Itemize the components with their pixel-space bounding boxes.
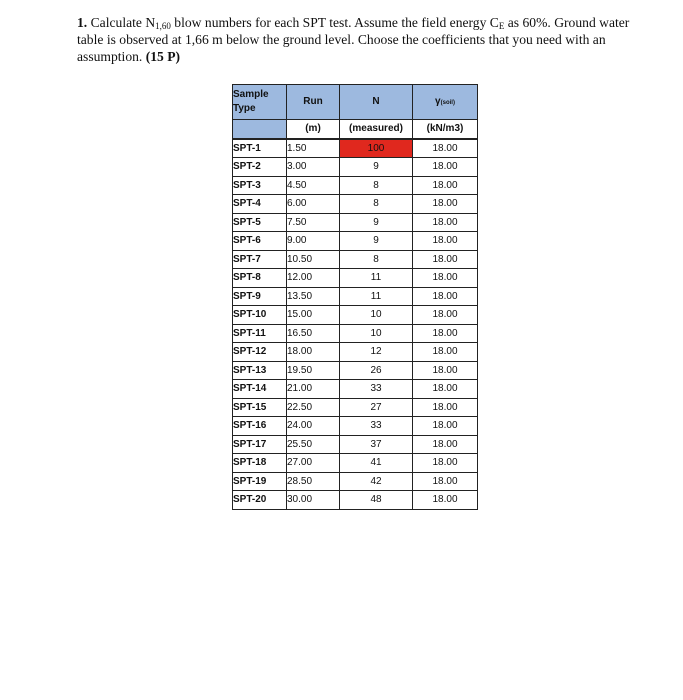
depth-cell: 27.00 [287,454,340,473]
unit-weight-cell: 18.00 [413,250,478,269]
unit-weight-cell: 18.00 [413,213,478,232]
depth-cell: 24.00 [287,417,340,436]
table-row [233,250,478,269]
sample-cell: SPT-9 [233,287,287,306]
unit-weight-cell: 18.00 [413,306,478,325]
depth-cell: 28.50 [287,472,340,491]
unit-weight-cell: 18.00 [413,287,478,306]
n-subscript: 1,60 [155,21,171,31]
n-value-cell: 26 [340,361,413,380]
table-row [233,343,478,362]
unit-weight-cell: 18.00 [413,454,478,473]
n-value-cell: 100 [340,139,413,158]
table-row [233,269,478,288]
unit-weight-cell: 18.00 [413,435,478,454]
n-value-cell: 48 [340,491,413,510]
depth-cell: 7.50 [287,213,340,232]
unit-weight-cell: 18.00 [413,343,478,362]
question-text-part-b: blow numbers for each SPT test. Assume the field energy C [170,15,499,30]
header-n: N [340,85,413,120]
depth-cell: 1.50 [287,139,340,158]
sample-cell: SPT-10 [233,306,287,325]
table-row [233,361,478,380]
unit-weight-cell: 18.00 [413,472,478,491]
depth-cell: 9.00 [287,232,340,251]
unit-weight-cell: 18.00 [413,361,478,380]
sample-cell: SPT-12 [233,343,287,362]
n-value-cell: 33 [340,380,413,399]
n-value-cell: 42 [340,472,413,491]
header-sample-line2: Type [233,103,256,114]
sample-cell: SPT-17 [233,435,287,454]
unit-weight-cell: 18.00 [413,176,478,195]
table-row [233,176,478,195]
sample-cell: SPT-1 [233,139,287,158]
table-row [233,398,478,417]
unit-weight-cell: 18.00 [413,398,478,417]
depth-cell: 25.50 [287,435,340,454]
n-value-cell: 10 [340,306,413,325]
depth-cell: 13.50 [287,287,340,306]
unit-weight-cell: 18.00 [413,158,478,177]
depth-cell: 21.00 [287,380,340,399]
unit-weight-cell: 18.00 [413,491,478,510]
table-row [233,491,478,510]
n-value-cell: 37 [340,435,413,454]
n-value-cell: 11 [340,287,413,306]
depth-cell: 15.00 [287,306,340,325]
depth-cell: 22.50 [287,398,340,417]
depth-cell: 16.50 [287,324,340,343]
n-value-cell: 12 [340,343,413,362]
sample-cell: SPT-3 [233,176,287,195]
depth-cell: 18.00 [287,343,340,362]
unit-weight-cell: 18.00 [413,139,478,158]
table-row [233,195,478,214]
unit-n: (measured) [340,120,413,139]
n-value-cell: 9 [340,232,413,251]
depth-cell: 30.00 [287,491,340,510]
unit-weight-cell: 18.00 [413,380,478,399]
depth-cell: 10.50 [287,250,340,269]
table-units-row [233,120,478,139]
sample-cell: SPT-5 [233,213,287,232]
n-value-cell: 9 [340,158,413,177]
n-value-cell: 8 [340,250,413,269]
depth-cell: 6.00 [287,195,340,214]
n-value-cell: 9 [340,213,413,232]
ce-subscript: E [498,21,505,31]
table-row [233,232,478,251]
gamma-subscript: (soil) [440,99,455,106]
depth-cell: 19.50 [287,361,340,380]
question-text-part-a: Calculate N [90,15,156,30]
unit-weight-cell: 18.00 [413,232,478,251]
n-value-cell: 8 [340,176,413,195]
sample-cell: SPT-11 [233,324,287,343]
header-run: Run [287,85,340,120]
table-row [233,380,478,399]
depth-cell: 12.00 [287,269,340,288]
table-header-row [233,85,478,120]
sample-cell: SPT-15 [233,398,287,417]
unit-weight-cell: 18.00 [413,269,478,288]
sample-cell: SPT-4 [233,195,287,214]
n-value-cell: 10 [340,324,413,343]
n-value-cell: 33 [340,417,413,436]
sample-cell: SPT-7 [233,250,287,269]
table-row [233,158,478,177]
table-row [233,306,478,325]
table-row [233,213,478,232]
table-row [233,472,478,491]
sample-cell: SPT-8 [233,269,287,288]
table-row [233,324,478,343]
table-row [233,417,478,436]
table-row [233,454,478,473]
header-gamma [413,85,478,120]
sample-cell: SPT-19 [233,472,287,491]
sample-cell: SPT-14 [233,380,287,399]
sample-cell: SPT-6 [233,232,287,251]
question-text-part-c: as 60%. Ground water table is observed at 1,66 m below the ground level. Choose the coefficients that you need with an assumption. [77,15,630,64]
sample-cell: SPT-16 [233,417,287,436]
table-row [233,287,478,306]
unit-gamma: (kN/m3) [413,120,478,139]
unit-weight-cell: 18.00 [413,417,478,436]
header-sample-line1: Sample [233,89,269,100]
table-body [233,139,478,510]
n-value-cell: 27 [340,398,413,417]
sample-cell: SPT-18 [233,454,287,473]
question-text [77,14,647,65]
unit-run: (m) [287,120,340,139]
n-value-cell: 8 [340,195,413,214]
sample-cell: SPT-2 [233,158,287,177]
depth-cell: 3.00 [287,158,340,177]
spt-data-table [232,84,478,510]
depth-cell: 4.50 [287,176,340,195]
n-value-cell: 11 [340,269,413,288]
sample-cell: SPT-20 [233,491,287,510]
table-row [233,139,478,158]
unit-sample-blank [233,120,287,139]
question-points: (15 P) [145,49,181,64]
gamma-symbol: γ [435,95,441,107]
header-sample-type [233,85,287,120]
question-number: 1. [77,15,88,30]
unit-weight-cell: 18.00 [413,195,478,214]
table-row [233,435,478,454]
sample-cell: SPT-13 [233,361,287,380]
n-value-cell: 41 [340,454,413,473]
unit-weight-cell: 18.00 [413,324,478,343]
